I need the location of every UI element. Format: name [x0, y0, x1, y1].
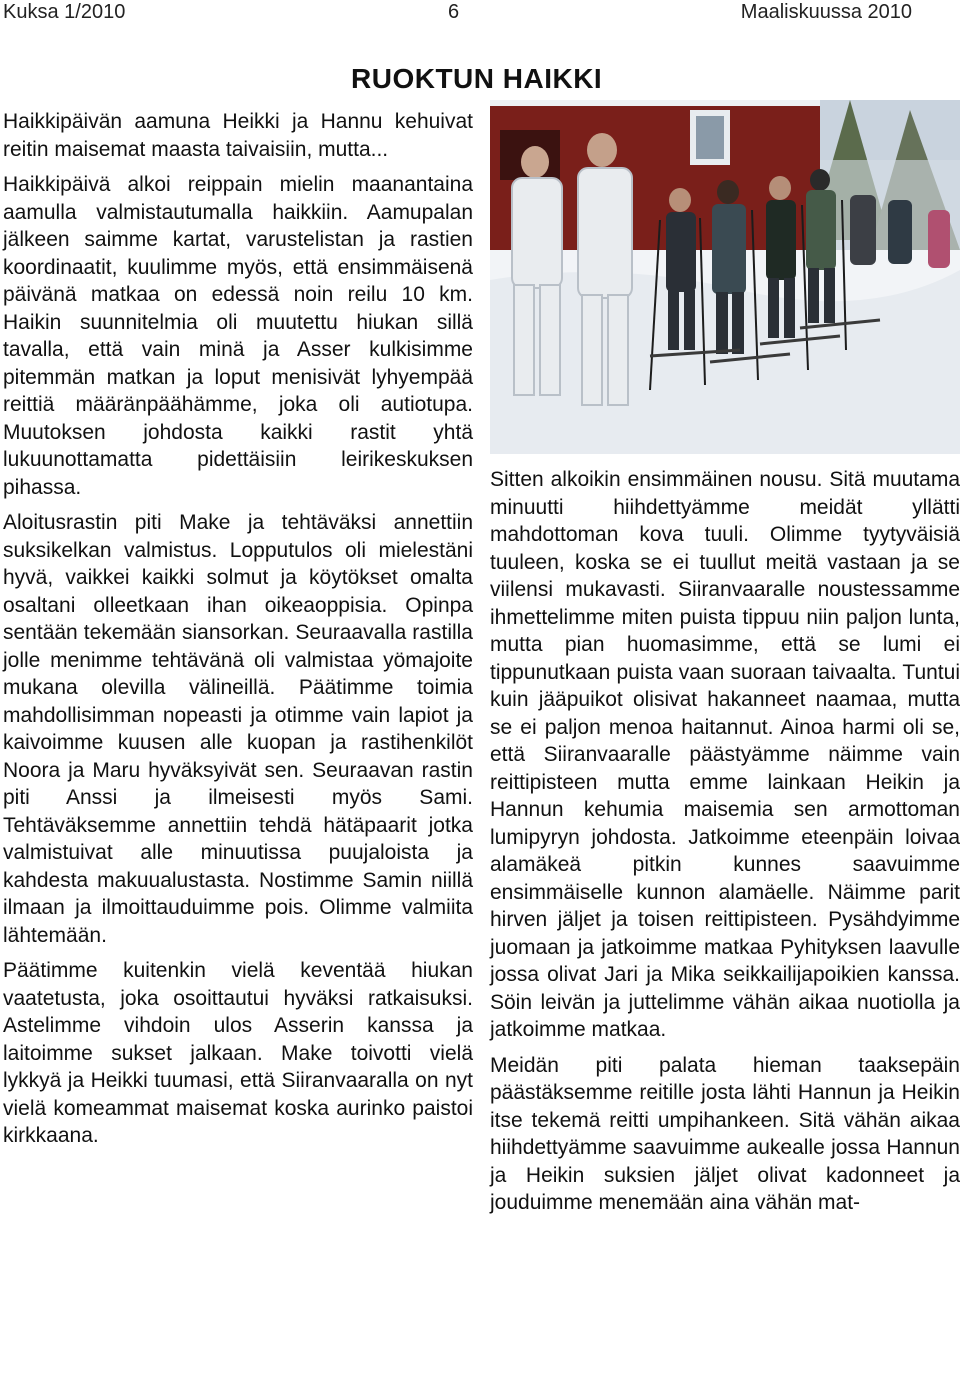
paragraph: Aloitusrastin piti Make ja tehtäväksi annettiin suksikelkan valmistus. Lopputulos oli mielestäni hyvä, vaikkei kaikki solmut ja köytökset omalta osaltani olleetkaan ihan oikeaoppisia. Opinpa sentään tekemään siansorkan. Seuraavalla rastilla jolle menimme tehtävänä oli valmistaa yömajoite mukana olevilla välineillä. Päätimme toimia mahdollisimman nopeasti ja otimme vain lapiot ja kaivoimme kuusen alle kuopan ja rastihenkilöt Noora ja Maru hyväksyivät sen. Seuraavan rastin piti Anssi ja ilmeisesti myös Sami. Tehtäväksemme annettiin tehdä hätäpaarit jotka valmistuivat alle minuutissa puujaloista ja kahdesta makuualustasta. Nostimme Samin niillä ilmaan ja ilmoittauduimme pois. Olimme valmiita lähtemään. — [3, 511, 473, 947]
paragraph: Meidän piti palata hieman taaksepäin päästäksemme reitille josta lähti Hannun ja Heikin itse tekemä reitti umpihankeen. Sitä vähän aikaa hiihdettyämme saavuimme aukealle jossa Hannun ja Heikin suksien jäljet olivat kadonneet ja jouduimme menemään aina vähän mat- — [490, 1053, 960, 1214]
snow-group-photo — [490, 100, 960, 454]
header-date: Maaliskuussa 2010 — [740, 1, 912, 23]
header-page-number: 6 — [448, 1, 460, 23]
paragraph: Haikkipäivä alkoi reippain mielin maanantaina aamulla valmistautumalla haikkiin. Aamupalan jälkeen saimme kartat, varustelistan ja rastien koordinaatit, kuulimme myös, että ensimmäisenä päivänä matkaa on edessä noin reilu 10 km. Haikin suunnitelmia oli muutettu hiukan sillä tavalla, että vain minä ja Asser kulkisimme pitemmän matkan ja loput menisivät lyhyempää reittiä määränpäähämme, joka oli autiotupa. Muutoksen johdosta kaikki rastit yhtä lukuunottamatta pidettäisiin leirikeskuksen pihassa. — [3, 173, 473, 499]
paragraph: Sitten alkoikin ensimmäinen nousu. Sitä muutama minuutti hiihdettyämme meidät yllätti mahdottoman kova tuuli. Olimme tyytyväisiä tuuleen, koska se ei tuullut meitä vastaan ja se viilensi mukavasti. Siiranvaaralle noustessamme ihmettelimme miten puista tippuu niin paljon lunta, mutta pian huomasimme, että se lumi ei tippunutkaan puista vaan suoraan taivaalta. Tuntui kuin jääpuikot olisivat hakanneet naamaa, mutta se ei paljon menoa haitannut. Ainoa harmi oli se, että Siiranvaaralle päästyämme näimme vain reittipisteen mutta emme lainkaan Heikin ja Hannun kehumia maisemia sen armottoman lumipyryn johdosta. Jatkoimme eteenpäin loivaa alamäkeä pitkin kunnes saavuimme ensimmäiselle kunnon alamäelle. Näimme parit hirven jäljet ja toisen reittipisteen. Pysähdyimme juomaan ja jatkoimme matkaa Pyhityksen laavulle jossa olivat Jari ja Mika seikkailijapoikien kanssa. Söin leivän ja juttelimme vähän aikaa nuotiolla ja jatkoimme matkaa. — [490, 468, 960, 1041]
header-issue: Kuksa 1/2010 — [3, 1, 126, 23]
article-right-column — [490, 466, 960, 1225]
article-photo — [490, 100, 960, 454]
article-title: RUOKTUN HAIKKI — [351, 63, 603, 94]
paragraph: Haikkipäivän aamuna Heikki ja Hannu kehuivat reitin maisemat maasta taivaisiin, mutta... — [3, 110, 473, 161]
paragraph: Päätimme kuitenkin vielä keventää hiukan vaatetusta, joka osoittautui hyväksi ratkaisuksi. Astelimme vihdoin ulos Asserin kanssa ja laitoimme sukset jalkaan. Make toivotti vielä lykkyä ja Heikki tuumasi, että Siiranvaaralla on nyt vielä komeammat maisemat koska aurinko paistoi kirkkaana. — [3, 959, 473, 1147]
article-left-column — [3, 108, 473, 1158]
